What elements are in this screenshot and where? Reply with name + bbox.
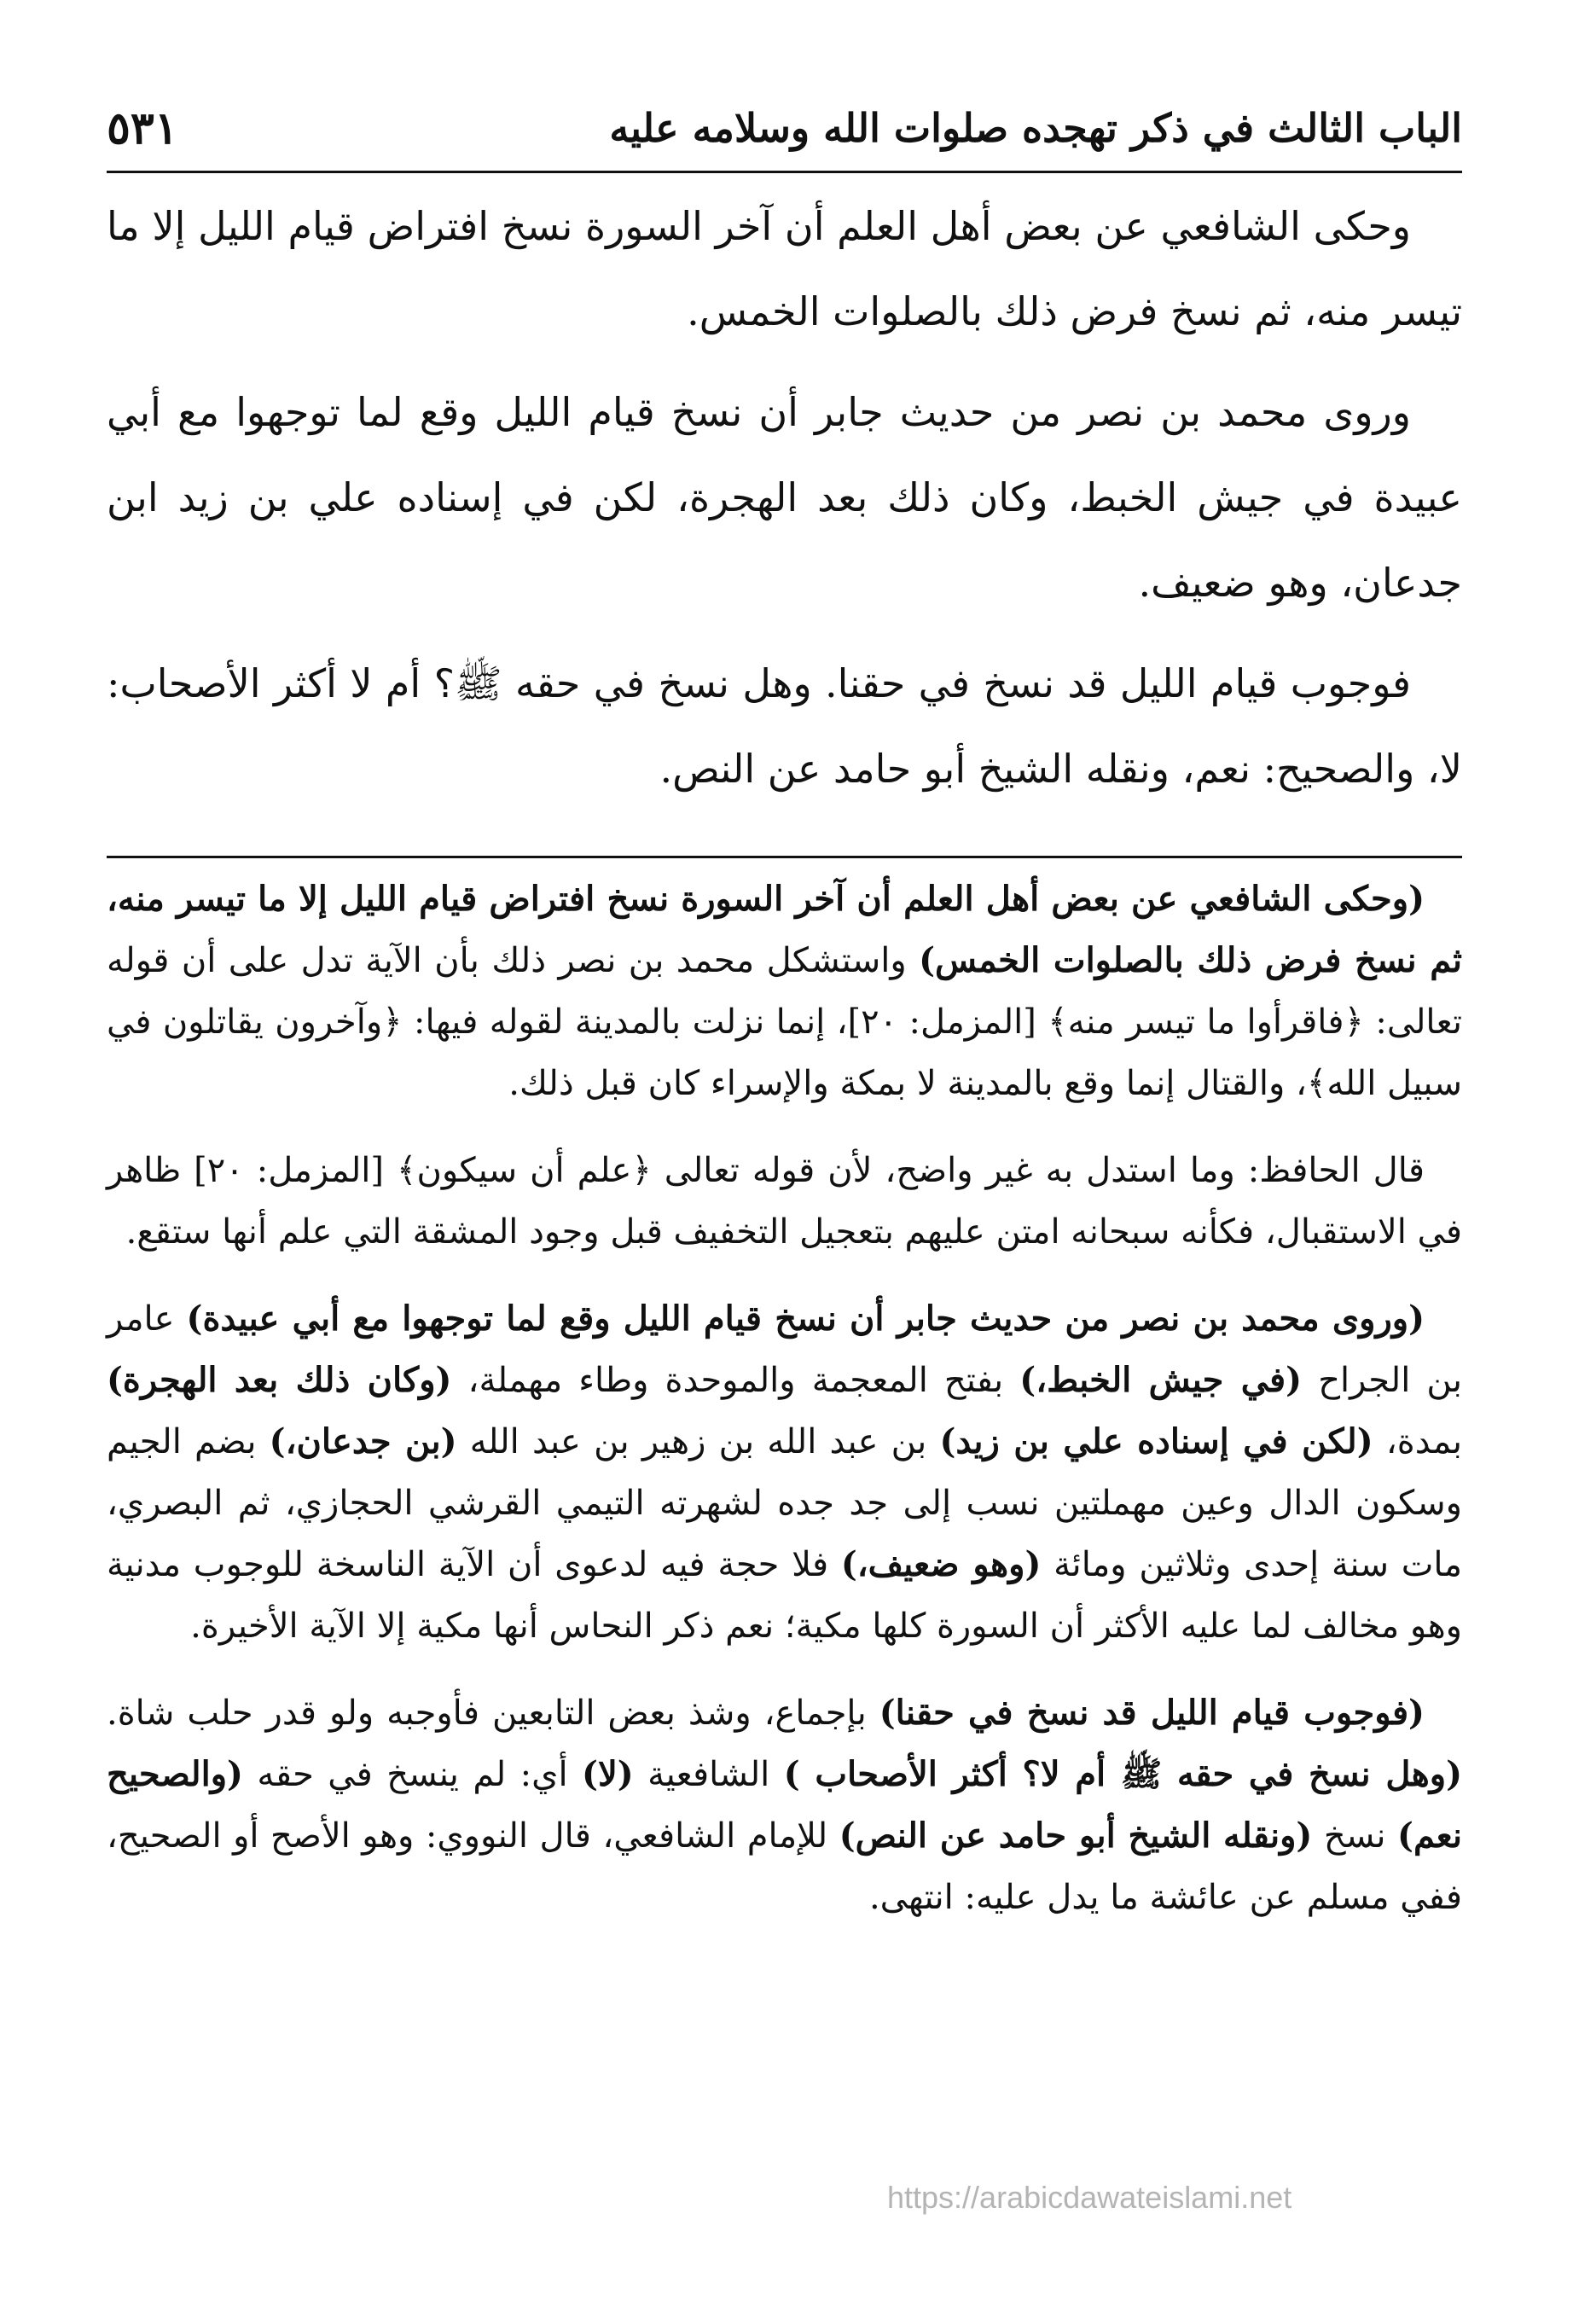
commentary-text: للإمام الشافعي، قال النووي: وهو الأصح أو الصحيح، ففي مسلم عن عائشة ما يدل عليه: انتهى. [107,1816,1462,1917]
main-text [107,183,1462,827]
commentary-text: بضم الجيم وسكون الدال وعين مهملتين نسب إلى جد جده لشهرته التيمي القرشي الحجازي، ثم البصري، مات سنة إحدى وثلاثين ومائة [107,1422,1462,1584]
quoted-text: (وحكى الشافعي عن بعض أهل العلم أن آخر السورة نسخ افتراض قيام الليل إلا ما تيسر منه، ثم نسخ فرض ذلك بالصلوات الخمس) [107,879,1462,980]
quoted-text: (وروى محمد بن نصر من حديث جابر أن نسخ قيام الليل وقع لما توجهوا مع أبي عبيدة) [186,1299,1425,1339]
commentary-text: بمدة، [1373,1422,1463,1461]
quoted-text: (لكن في إسناده علي بن زيد) [939,1421,1373,1461]
quoted-text: (وهل نسخ في حقه ﷺ أم لا؟ أكثر الأصحاب ) [783,1754,1462,1794]
commentary-paragraph-4 [107,1682,1462,1928]
running-title: الباب الثالث في ذكر تهجده صلوات الله وسلامه عليه [609,105,1462,151]
commentary-text: واستشكل محمد بن نصر ذلك بأن الآية تدل على أن قوله تعالى: ﴿فاقرأوا ما تيسر منه﴾ [المزمل: ٢٠]، إنما نزلت بالمدينة لقوله فيها: ﴿وآخرون يقاتلون في سبيل الله﴾، والقتال إنما وقع بالمدينة لا بمكة والإسراء كان قبل ذلك. [107,941,1462,1103]
quoted-text: (وكان ذلك بعد الهجرة) [107,1360,452,1400]
page-number: ٥٣١ [107,102,178,154]
main-paragraph-1: وحكى الشافعي عن بعض أهل العلم أن آخر السورة نسخ افتراض قيام الليل إلا ما تيسر منه، ثم نسخ فرض ذلك بالصلوات الخمس. [107,203,1462,334]
commentary-text: فلا حجة فيه لدعوى أن الآية الناسخة للوجوب مدنية وهو مخالف لما عليه الأكثر أن السورة كلها مكية؛ نعم ذكر النحاس أنها مكية إلا الآية الأخيرة. [107,1545,1462,1646]
commentary-text: بفتح المعجمة والموحدة وطاء مهملة، [451,1361,1020,1400]
commentary-text: بإجماع، وشذ بعض التابعين فأوجبه ولو قدر حلب شاة. [107,1694,879,1733]
quoted-text: (في جيش الخبط،) [1019,1360,1303,1400]
quoted-text: (لا) [582,1754,634,1794]
commentary-text: أي: لم ينسخ في حقه [242,1755,583,1794]
quoted-text: (بن جدعان،) [269,1421,457,1461]
commentary-text: قال الحافظ: وما استدل به غير واضح، لأن قوله تعالى ﴿علم أن سيكون﴾ [المزمل: ٢٠] ظاهر في الاستقبال، فكأنه سبحانه امتن عليهم بتعجيل التخفيف قبل وجود المشقة التي علم أنها ستقع. [107,1151,1462,1252]
commentary-text: عامر بن الجراح [107,1299,1463,1400]
main-paragraph-3: فوجوب قيام الليل قد نسخ في حقنا. وهل نسخ في حقه ﷺ؟ أم لا أكثر الأصحاب: لا، والصحيح: نعم، ونقله الشيخ أبو حامد عن النص. [107,660,1462,792]
quoted-text: (والصحيح نعم) [107,1754,1463,1856]
main-paragraph-2: وروى محمد بن نصر من حديث جابر أن نسخ قيام الليل وقع لما توجهوا مع أبي عبيدة في جيش الخبط، وكان ذلك بعد الهجرة، لكن في إسناده علي بن زيد ابن جدعان، وهو ضعيف. [107,389,1462,606]
commentary-text: نسخ [1312,1816,1398,1856]
commentary-text: الشافعية [633,1755,784,1794]
commentary [107,869,1462,1954]
quoted-text: (وهو ضعيف،) [840,1544,1042,1584]
watermark-url: https://arabicdawateislami.net [887,2180,1292,2215]
section-divider [107,856,1462,858]
quoted-text: (ونقله الشيخ أبو حامد عن النص) [839,1816,1313,1856]
quoted-text: (فوجوب قيام الليل قد نسخ في حقنا) [879,1693,1425,1733]
page-header [107,85,1462,173]
commentary-paragraph-2 [107,1140,1462,1263]
commentary-paragraph-3 [107,1288,1462,1657]
commentary-text: بن عبد الله بن زهير بن عبد الله [456,1422,940,1461]
commentary-paragraph-1 [107,869,1462,1114]
